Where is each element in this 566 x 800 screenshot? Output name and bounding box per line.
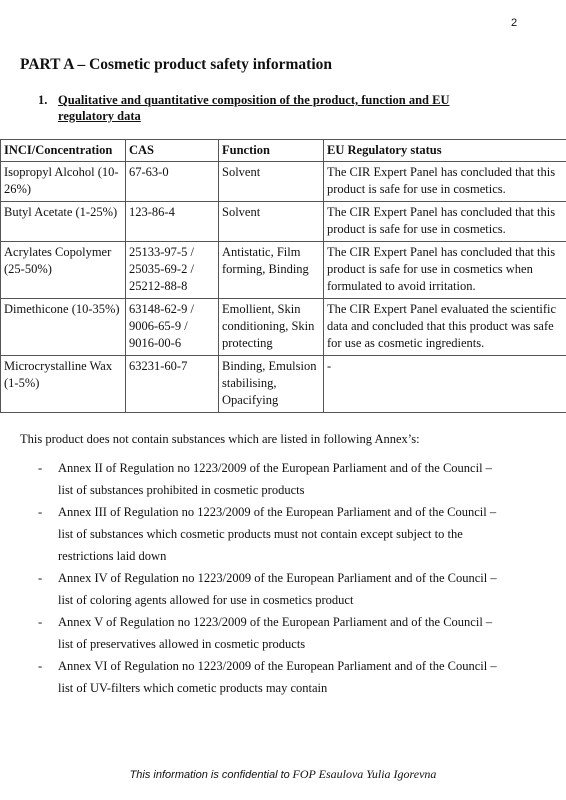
cell-eu-status: The CIR Expert Panel has concluded that this product is safe for use in cosmetics. <box>324 162 566 202</box>
cell-function: Binding, Emulsion stabilising, Opacifying <box>219 356 324 413</box>
cell-eu-status: The CIR Expert Panel has concluded that this product is safe for use in cosmetics. <box>324 202 566 242</box>
cell-cas: 63231-60-7 <box>126 356 219 413</box>
list-item-text: Annex III of Regulation no 1223/2009 of the European Parliament and of the Council – list of substances which cosmetic products must not contain except subject to the restrictions laid down <box>58 505 497 563</box>
cell-inci: Butyl Acetate (1-25%) <box>1 202 126 242</box>
cell-cas: 63148-62-9 / 9006-65-9 / 9016-00-6 <box>126 299 219 356</box>
footer-label: This information is confidential to <box>129 769 290 781</box>
table-header-row <box>1 140 566 162</box>
part-title: PART A – Cosmetic product safety information <box>20 56 333 73</box>
list-item <box>38 611 518 655</box>
cell-cas: 25133-97-5 / 25035-69-2 / 25212-88-8 <box>126 242 219 299</box>
list-item <box>38 655 518 699</box>
list-item-text: Annex II of Regulation no 1223/2009 of the European Parliament and of the Council – list of substances prohibited in cosmetic products <box>58 461 492 497</box>
section-number: 1. <box>38 93 48 107</box>
table-row <box>1 162 566 202</box>
table-row <box>1 356 566 413</box>
table-row <box>1 242 566 299</box>
cell-function: Solvent <box>219 202 324 242</box>
header-cas: CAS <box>126 140 219 162</box>
cell-function: Solvent <box>219 162 324 202</box>
dash-bullet: - <box>38 571 43 585</box>
cell-eu-status: The CIR Expert Panel has concluded that this product is safe for use in cosmetics when formulated to avoid irritation. <box>324 242 566 299</box>
page-number: 2 <box>511 17 518 29</box>
table-row <box>1 202 566 242</box>
dash-bullet: - <box>38 505 43 519</box>
list-item-text: Annex V of Regulation no 1223/2009 of the European Parliament and of the Council – list of preservatives allowed in cosmetic products <box>58 615 493 651</box>
table-row <box>1 299 566 356</box>
dash-bullet: - <box>38 461 43 475</box>
list-item <box>38 501 518 567</box>
section-heading <box>38 92 508 124</box>
annex-list <box>38 457 518 699</box>
cell-function: Emollient, Skin conditioning, Skin protecting <box>219 299 324 356</box>
header-eu-status: EU Regulatory status <box>324 140 566 162</box>
cell-inci: Acrylates Copolymer (25-50%) <box>1 242 126 299</box>
dash-bullet: - <box>38 615 43 629</box>
cell-inci: Isopropyl Alcohol (10-26%) <box>1 162 126 202</box>
cell-eu-status: - <box>324 356 566 413</box>
footer-name: FOP Esaulova Yulia Igorevna <box>292 767 437 781</box>
composition-table <box>0 139 566 413</box>
cell-inci: Microcrystalline Wax (1-5%) <box>1 356 126 413</box>
header-inci: INCI/Concentration <box>1 140 126 162</box>
cell-inci: Dimethicone (10-35%) <box>1 299 126 356</box>
annex-intro: This product does not contain substances which are listed in following Annex’s: <box>20 432 420 446</box>
cell-eu-status: The CIR Expert Panel evaluated the scientific data and concluded that this product was safe for use as cosmetic ingredients. <box>324 299 566 356</box>
list-item-text: Annex IV of Regulation no 1223/2009 of the European Parliament and of the Council – list of coloring agents allowed for use in cosmetics product <box>58 571 497 607</box>
cell-cas: 123-86-4 <box>126 202 219 242</box>
list-item <box>38 457 518 501</box>
confidentiality-footer <box>0 767 566 782</box>
section-title: Qualitative and quantitative composition of the product, function and EU regulatory data <box>58 93 450 123</box>
cell-cas: 67-63-0 <box>126 162 219 202</box>
header-function: Function <box>219 140 324 162</box>
cell-function: Antistatic, Film forming, Binding <box>219 242 324 299</box>
list-item-text: Annex VI of Regulation no 1223/2009 of the European Parliament and of the Council – list of UV-filters which cometic products may contain <box>58 659 497 695</box>
dash-bullet: - <box>38 659 43 673</box>
list-item <box>38 567 518 611</box>
